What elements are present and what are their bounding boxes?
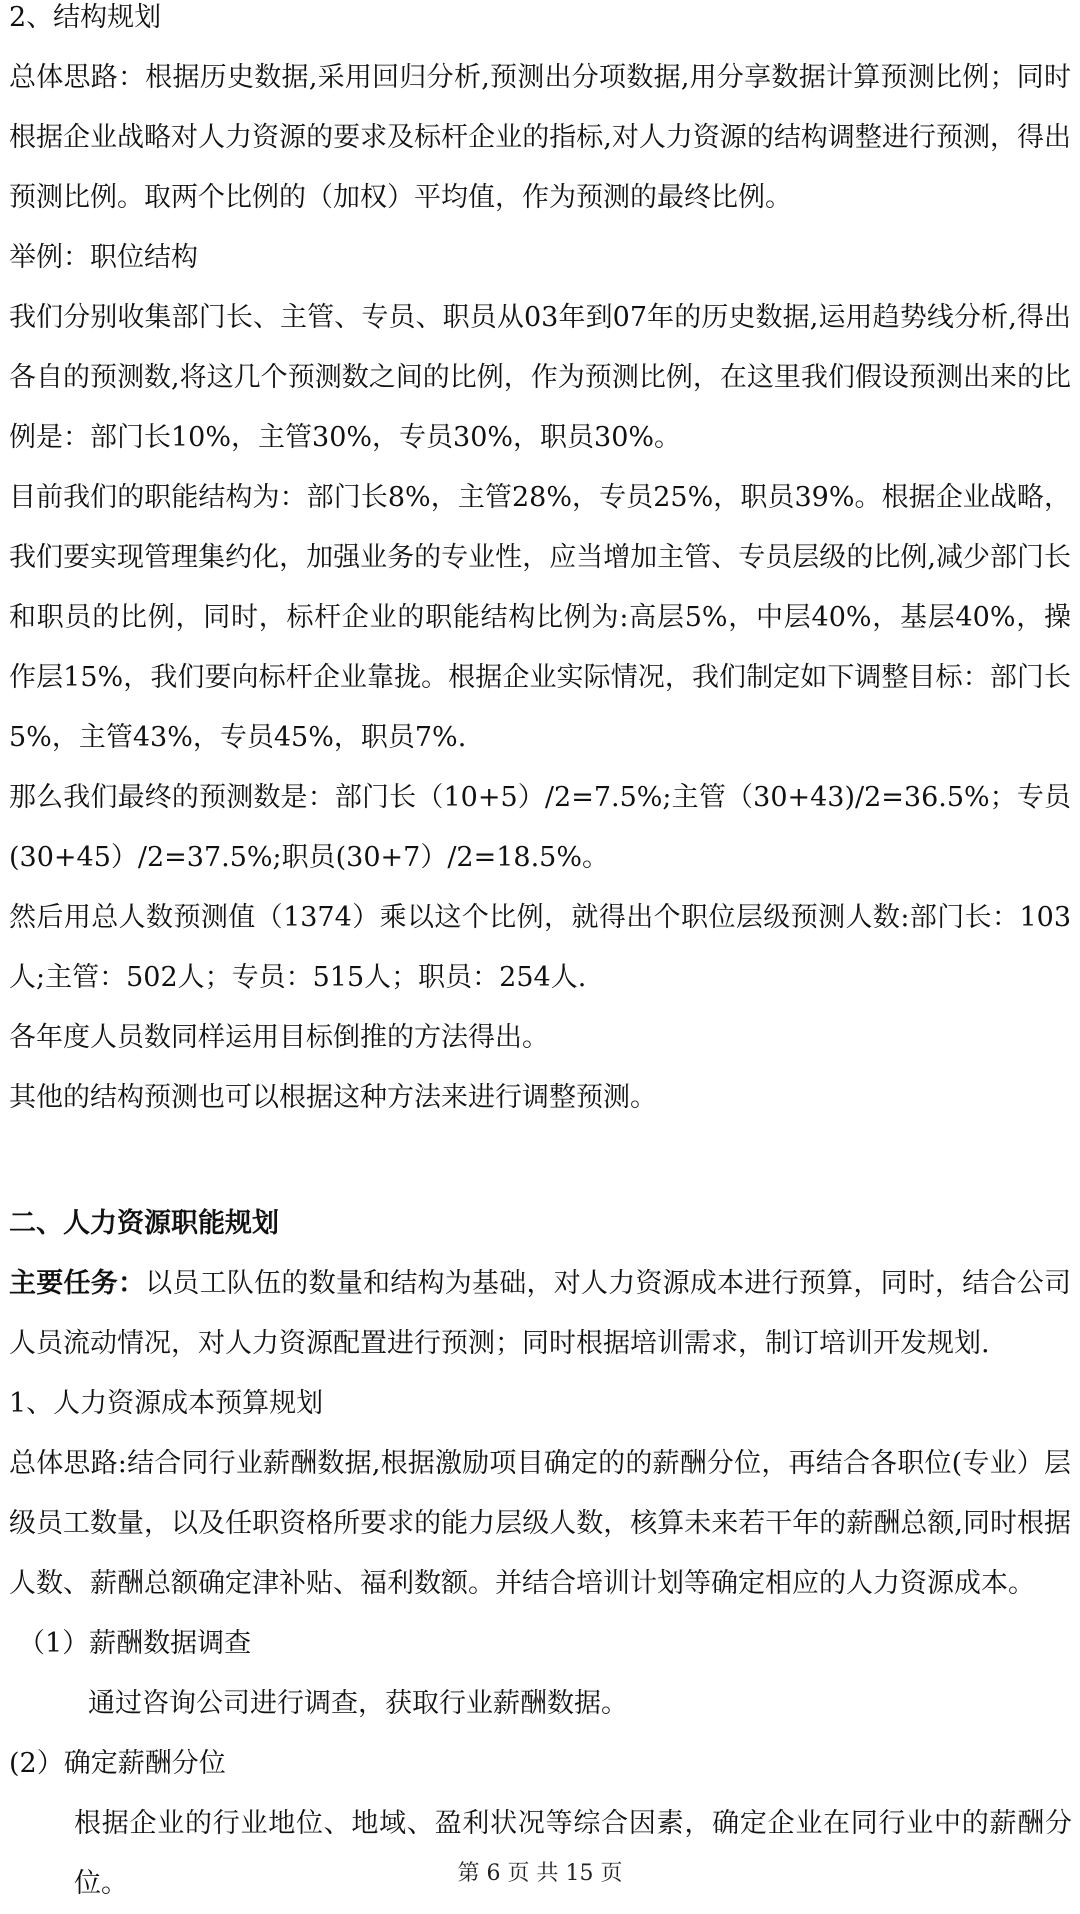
paragraph-main-task [9, 1254, 1071, 1374]
main-task-text: 以员工队伍的数量和结构为基础，对人力资源成本进行预算，同时，结合公司人员流动情况，对人力资源配置进行预测；同时根据培训需求，制订培训开发规划. [9, 1268, 1072, 1359]
main-task-label: 主要任务： [9, 1268, 146, 1299]
section-heading-structure-planning: 2、结构规划 [9, 2, 162, 33]
paragraph-example-history: 我们分别收集部门长、主管、专员、职员从03年到07年的历史数据,运用趋势线分析,得出各自的预测数,将这几个预测数之间的比例，作为预测比例，在这里我们假设预测出来的比例是：部门长10%，主管30%，专员30%，职员30%。 [9, 302, 1071, 453]
section-heading-cost-budget: 1、人力资源成本预算规划 [9, 1388, 324, 1419]
example-heading: 举例：职位结构 [9, 242, 198, 273]
paragraph-cost-overall: 总体思路:结合同行业薪酬数据,根据激励项目确定的的薪酬分位，再结合各职位(专业）层级员工数量，以及任职资格所要求的能力层级人数，核算未来若干年的薪酬总额,同时根据人数、薪酬总额确定津补贴、福利数额。并结合培训计划等确定相应的人力资源成本。 [9, 1448, 1071, 1599]
paragraph-example-current-structure: 目前我们的职能结构为：部门长8%，主管28%，专员25%，职员39%。根据企业战略，我们要实现管理集约化，加强业务的专业性，应当增加主管、专员层级的比例,减少部门长和职员的比例，同时，标杆企业的职能结构比例为:高层5%，中层40%，基层40%，操作层15%，我们要向标杆企业靠拢。根据企业实际情况，我们制定如下调整目标：部门长5%，主管43%，专员45%，职员7%. [9, 482, 1071, 753]
paragraph-example-final-forecast: 那么我们最终的预测数是：部门长（10+5）/2=7.5%;主管（30+43)/2=36.5%；专员(30+45）/2=37.5%;职员(30+7）/2=18.5%。 [9, 782, 1071, 873]
paragraph-example-headcount: 然后用总人数预测值（1374）乘以这个比例，就得出个职位层级预测人数:部门长：103 人;主管：502人；专员：515人；职员：254人. [9, 902, 1071, 993]
paragraph-example-other: 其他的结构预测也可以根据这种方法来进行调整预测。 [9, 1082, 657, 1113]
paragraph-salary-survey: 通过咨询公司进行调查，获取行业薪酬数据。 [88, 1688, 628, 1719]
subheading-salary-percentile: (2）确定薪酬分位 [9, 1748, 226, 1779]
section-heading-hr-function-planning: 二、人力资源职能规划 [9, 1208, 279, 1239]
page-number-footer: 第 6 页 共 15 页 [457, 1861, 623, 1886]
subheading-salary-survey: （1）薪酬数据调查 [18, 1628, 252, 1659]
paragraph-overall-approach: 总体思路：根据历史数据,采用回归分析,预测出分项数据,用分享数据计算预测比例；同时根据企业战略对人力资源的要求及标杆企业的指标,对人力资源的结构调整进行预测，得出预测比例。取两个比例的（加权）平均值，作为预测的最终比例。 [9, 62, 1071, 213]
paragraph-example-yearly: 各年度人员数同样运用目标倒推的方法得出。 [9, 1022, 549, 1053]
paragraph-salary-percentile: 根据企业的行业地位、地域、盈利状况等综合因素，确定企业在同行业中的薪酬分位。 [74, 1808, 1072, 1899]
